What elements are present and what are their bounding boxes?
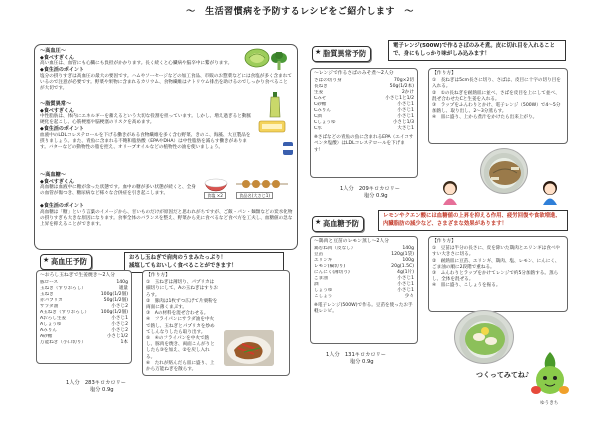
ingredient-name: C砂糖: [314, 102, 327, 108]
lipid-section: [40, 101, 254, 152]
section-heading: ～高血圧～: [40, 48, 66, 54]
ingredient-name: 豆苗: [314, 252, 324, 258]
ingredient-name: Aみりん: [40, 328, 57, 334]
ingredient-quantity: 100g: [402, 258, 414, 264]
glucose-recipe-badge: ★ 高血糖予防: [312, 216, 364, 232]
lipid-callout: 電子レンジ(500W)で作るさばのみそ煮。皮に切れ目を入れることで、身にもしっかり味がしみ込みます！: [388, 40, 566, 61]
glucose-callout: レモンやクエン酸には血糖値の上昇を抑える作用、疲労回復や食欲増進、内臓脂肪の減少など、さまざまな効果があります！: [378, 210, 568, 231]
mascot-illustration: [528, 350, 572, 400]
star-icon: ★: [315, 48, 322, 56]
ingredient-quantity: 50g(1/2個): [103, 298, 128, 304]
bullet-heading: ◆食べすぎくん: [40, 178, 74, 185]
ingredient-quantity: 小さじ1/2: [106, 334, 128, 340]
ingredient-quantity: 小さじ2: [111, 322, 128, 328]
milk-can-illustration: [282, 140, 294, 156]
recipe-step: ③ ふんわりとラップをかけてレンジで約5分加熱する。蒸らし、全体を混ぜる。: [432, 271, 559, 283]
ingredient-quantity: 小さじ1: [397, 282, 414, 288]
ingredient-name: ごま油: [314, 276, 328, 282]
recipe-step: ③ ラップをふんわりとかけ、電子レンジ（500W）で4～5分加熱し、取り出し、2～3分蒸らす。: [432, 103, 561, 115]
mascot-name: ゆうきち: [540, 401, 559, 406]
ingredient-row: [40, 340, 128, 346]
section-text: 血液中のLDLコレステロールを下げる働きがある食物繊維を多く含む野菜、きのこ、海藻、大豆製品を摂りましょう。また、青魚に含まれる不飽和脂肪酸（EPAやDHA）は中性脂肪を減らす働きがあります。バターなどの動物性の脂を控え、オリーブオイルなどの植物性の油を使いましょう。: [40, 132, 251, 151]
ingredient-name: Cしょうゆ: [314, 120, 336, 126]
lipid-calories: 1人分 209キロカロリー 塩分 0.9g: [340, 186, 400, 199]
ingredient-quantity: 小さじ1と1/2: [385, 96, 414, 102]
recipe-step: ④ 皿に盛り、こしょうを振る。: [432, 283, 501, 289]
ingredient-name: C水: [314, 126, 322, 132]
ingredient-quantity: 小さじ2: [111, 328, 128, 334]
section-text: 高い血圧は、血管にも心臓にも負担がかかります。長く続くと心臓病や脳卒中に繋がります。: [40, 61, 233, 66]
food-caption-tag: 食品名(大さじ1): [236, 192, 273, 199]
butter-illustration: [258, 118, 286, 134]
ingredient-name: 玉ねぎ: [40, 292, 54, 298]
recipe-step: ④ 皿に盛り、上から煮汁をかけたら出来上がり。: [432, 115, 538, 121]
hypertension-callout: おろし玉ねぎで肩肉のうまみたっぷり！ 減塩してもおいしく食べることができます！: [124, 252, 284, 273]
ingredient-quantity: 20g(1.5C): [391, 264, 414, 270]
glucose-section-2: [40, 203, 294, 228]
ingredient-name: 生姜: [314, 90, 324, 96]
star-icon: ★: [315, 218, 322, 226]
ingredient-quantity: 50g(1/2本): [389, 84, 414, 90]
bullet-heading: ◆食生活のポイント: [40, 67, 84, 74]
ingredient-name: サラダ油: [40, 304, 59, 310]
ingredient-name: こしょう: [314, 294, 333, 300]
recipe-step: ① 玉ねぎは薄切り、パプリカは細切りにして、Aの玉ねぎはすりおろす。: [146, 280, 218, 298]
chicken-lemon-photo: [454, 310, 514, 364]
oil-bottle-illustration: [268, 92, 282, 118]
recipe-note: ※電子レンジ(500W)で作る。豆苗を使ったお手軽レシピ。: [314, 303, 413, 315]
ingredient-quantity: 小さじ1: [397, 102, 414, 108]
lettuce-illustration: [244, 46, 270, 68]
recipe-ingredients-heading: ～おろし玉ねぎで生姜焼き～2人分: [40, 273, 116, 278]
ingredient-name: しょうゆ: [314, 288, 333, 294]
recipe-note: ※さばなどの青魚の魚に含まれるEPA（エイコサペンタ塩酸）はLDLコレステロールを下げます！: [314, 135, 414, 153]
ingredient-quantity: 100g(1/2個): [100, 292, 128, 298]
ingredient-name: Aしょうゆ: [40, 322, 62, 328]
girl-illustration: [440, 180, 460, 206]
ingredient-name: 豚ロース: [40, 280, 59, 286]
ingredient-quantity: 小さじ1: [397, 114, 414, 120]
section-text: 塩分の摂りすぎは高血圧の最大の要因です。ハムやソーセージなどの加工食品、市販のお惣菜などには食塩が多く含まれているので注意が必要です。野菜や果物に含まれるカリウム、食物繊維はナトリウム排出を助けるのでしっかり食べることが大切です。: [40, 73, 292, 92]
ingredient-quantity: 少々: [404, 294, 414, 300]
ingredient-quantity: 140g: [402, 246, 414, 252]
hypertension-ingredients-box: [36, 270, 132, 364]
glucose-ingredients-box: [310, 236, 418, 344]
ingredient-name: にんにく(薄切り): [314, 270, 350, 276]
recipe-steps-heading: 【作り方】: [432, 71, 456, 76]
ingredient-name: Cみそ: [314, 96, 327, 102]
ingredient-quantity: 大さじ1: [397, 126, 414, 132]
glucose-calories: 1人分 131キロカロリー 塩分 0.9g: [326, 352, 386, 365]
recipe-ingredients-heading: ～鶏肉と豆苗のレモン蒸し～2人分: [314, 239, 390, 244]
recipe-step: ① 長ねぎは5cm長さに切り、さばは、皮目に十字の切り目を入れる。: [432, 78, 561, 90]
hypertension-recipe-badge: ★ 高血圧予防: [40, 254, 92, 270]
lipid-steps-box: [428, 68, 568, 144]
ingredient-quantity: 小さじ1: [111, 316, 128, 322]
ingredient-quantity: 70g×2切: [393, 78, 414, 84]
ingredient-name: 鶏むね肉（皮なし）: [314, 246, 356, 252]
section-heading: ～脂質異常～: [40, 101, 72, 107]
food-caption-tag: 食塩 ×2: [204, 192, 226, 199]
glucose-section: [40, 172, 200, 197]
section-text: 高血糖は血液中に糖が余った状態です。血中の糖が多い状態が続くと、全身の血管が傷つき、糖尿病など様々な合併症を引き起こします。: [40, 185, 196, 197]
skewers-illustration: [236, 178, 288, 190]
hypertension-calories: 1人分 283キロカロリー 塩分 0.9g: [66, 380, 126, 393]
bullet-heading: ◆食べすぎくん: [40, 54, 74, 61]
recipe-ingredients-heading: ～レンジで作るさばのみそ煮～2人分: [314, 71, 394, 76]
ingredient-quantity: 120g(1袋): [391, 252, 414, 258]
ingredient-name: 赤パプリカ: [40, 298, 63, 304]
ingredient-quantity: 小さじ1: [397, 276, 414, 282]
recipe-step: ⑤ ④のフライパンを中火で熱し、豚肉を焼き、両面こんがりとしたら③を加え、②を戻し入れる。: [146, 336, 215, 360]
ingredient-quantity: 100g(1/2個): [100, 310, 128, 316]
section-text: 高血糖は「糖」という言葉のイメージから、甘いものだけが原因だと思われがちですが、ご飯・パン・麺類などの炭水化物の摂りすぎも大きな原因になります。食事全体のバランスを整え、野菜から先に食べるなど食べ方を工夫し、血糖値の急な上昇を抑えることができます。: [40, 209, 293, 227]
tsukutte-text: つくってみてね♪: [476, 371, 530, 379]
rice-bowl-illustration: [204, 176, 228, 192]
ingredient-name: C酒: [314, 114, 322, 120]
bullet-heading: ◆食べすぎくん: [40, 107, 74, 114]
recipe-step: ③ Aの材料を混ぜ合わせる。: [146, 311, 209, 317]
ingredient-quantity: 2かけ: [401, 90, 414, 96]
ingredient-quantity: 小さじ2: [111, 304, 128, 310]
ingredient-name: さばの切り身: [314, 78, 342, 84]
recipe-step: ⑥ たれが絡んだら皿に盛り、上から万能ねぎを散らす。: [146, 360, 215, 373]
bullet-heading: ◆食生活のポイント: [40, 203, 84, 209]
ingredient-quantity: 小さじ1: [397, 288, 414, 294]
recipe-step: ② ①の長ねぎを耐熱皿に並べ、さばを皮目を上にして並べ、混ぜ合わせたCと生姜を入れる。: [432, 90, 560, 102]
ingredient-quantity: 小さじ1: [397, 108, 414, 114]
recipe-step: ① 豆苗は半分の長さに、皮を除いた鶏肉とエリンギは食べやすい大きさに切る。: [432, 246, 561, 258]
recipe-step: ② 耐熱皿に豆苗、エリンギ、鶏肉、塩、レモン、にんにく、ごま油の順に2段階で重ねる。: [432, 258, 560, 270]
ingredient-quantity: 4g(1片): [397, 270, 414, 276]
bullet-heading: ◆食生活のポイント: [40, 126, 84, 133]
ingredient-name: レモン(輪切り): [314, 264, 346, 270]
ginger-pork-photo: [224, 330, 274, 366]
ingredient-quantity: 140g: [116, 280, 128, 286]
ingredient-name: A玉ねぎ（すりおろし）: [40, 310, 90, 316]
ingredient-row: [314, 294, 414, 300]
recipe-step: ② 豚肉は1枚ずつ広げて片栗粉を両面に薄くまぶす。: [146, 298, 218, 311]
ingredient-quantity: 1本: [120, 340, 128, 346]
glucose-steps-box: [428, 236, 568, 312]
lipid-ingredients-box: [310, 68, 418, 178]
hypertension-section: [40, 48, 292, 92]
recipe-steps-heading: 【作り方】: [432, 239, 456, 244]
star-icon: ★: [43, 256, 50, 264]
lipid-recipe-badge: ★ 脂質異常予防: [312, 46, 371, 62]
section-heading: ～高血糖～: [40, 172, 66, 178]
recipe-steps-heading: 【作り方】: [146, 273, 170, 278]
ingredient-name: 酒: [314, 282, 319, 288]
ingredient-quantity: 小さじ1/3: [392, 120, 414, 126]
recipe-step: ④ フライパンにサラダ油を中火で熱し、玉ねぎとパプリカを炒めてしんなりしたら取り出す。: [146, 317, 215, 335]
ingredient-quantity: 適量: [118, 286, 128, 292]
ingredient-row: [314, 126, 414, 132]
miso-mackerel-photo: [480, 148, 528, 194]
boy-illustration: [540, 180, 560, 206]
ingredient-name: 万能ねぎ（小口切り）: [40, 340, 86, 346]
ingredient-name: エリンギ: [314, 258, 333, 264]
broccoli-illustration: [270, 52, 288, 72]
page-title: ～ 生活習慣病を予防するレシピをご紹介します ～: [186, 7, 414, 17]
ingredient-name: A砂糖: [40, 334, 53, 340]
ingredient-name: 玉ねぎ（すりおろし）: [40, 286, 86, 292]
ingredient-name: Aおろし生姜: [40, 316, 67, 322]
ingredient-name: Cみりん: [314, 108, 331, 114]
ingredient-name: 長ねぎ: [314, 84, 328, 90]
section-text: 中性脂肪は、体内にエネルギーを蓄えるという大切な役割を担っています。しかし、増え過ぎると動脈硬化を起こし、心筋梗塞や脳梗塞のリスクを高めます。: [40, 114, 251, 126]
